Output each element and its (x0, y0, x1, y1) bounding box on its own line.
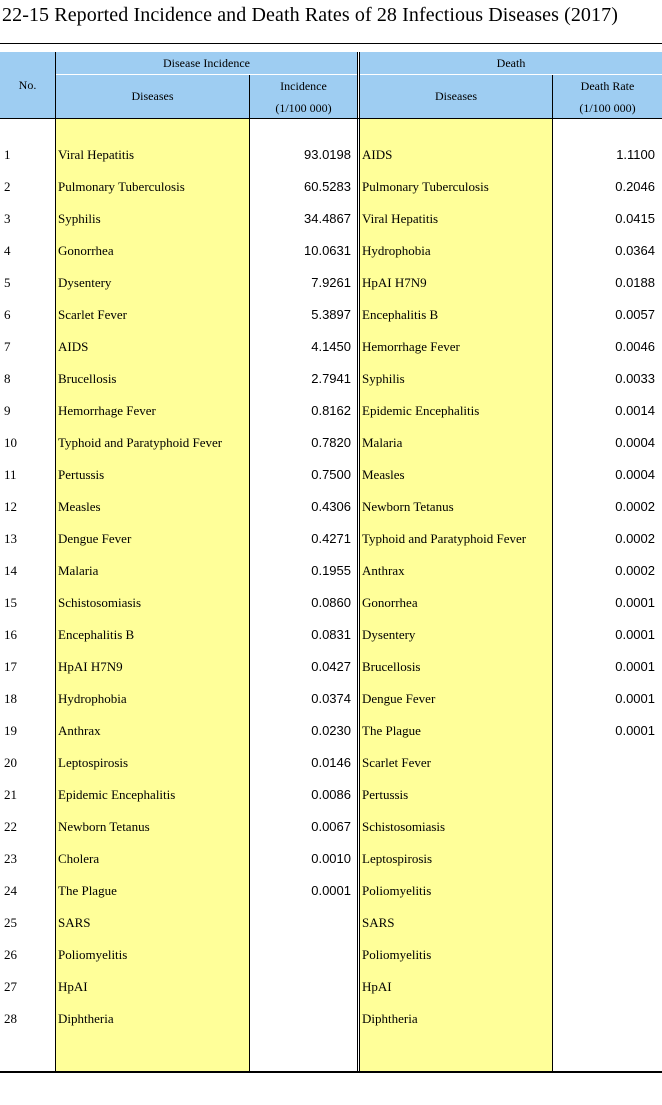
row-number: 13 (4, 531, 17, 546)
table-row (0, 426, 662, 458)
incidence-disease-name: Cholera (58, 851, 100, 866)
table-row (0, 554, 662, 586)
incidence-disease-name: Newborn Tetanus (58, 819, 150, 834)
incidence-value: 0.0427 (311, 659, 351, 674)
death-disease-name: Epidemic Encephalitis (362, 403, 480, 418)
row-number: 19 (4, 723, 17, 738)
table-body (0, 138, 662, 1034)
incidence-disease-name: Pertussis (58, 467, 105, 482)
death-rate-value: 0.2046 (615, 179, 655, 194)
death-rate-value: 0.0001 (615, 659, 655, 674)
incidence-disease-name: Epidemic Encephalitis (58, 787, 176, 802)
death-rate-value: 0.0364 (615, 243, 655, 258)
header-incidence-group-label: Disease Incidence (163, 55, 250, 70)
row-number: 18 (4, 691, 17, 706)
death-disease-name: Dengue Fever (362, 691, 436, 706)
row-number: 27 (4, 979, 17, 994)
incidence-value: 7.9261 (311, 275, 351, 290)
death-rate-value: 0.0001 (615, 627, 655, 642)
page-title: 22-15 Reported Incidence and Death Rates of 28 Infectious Diseases (2017) (2, 4, 618, 26)
row-number: 10 (4, 435, 17, 450)
table-row (0, 458, 662, 490)
death-disease-name: AIDS (362, 147, 393, 162)
table-row (0, 234, 662, 266)
incidence-value: 0.0230 (311, 723, 351, 738)
death-disease-name: Syphilis (362, 371, 405, 386)
header-incidence-label: Incidence (280, 78, 327, 93)
incidence-value: 10.0631 (304, 243, 351, 258)
table-row (0, 394, 662, 426)
death-disease-name: Hydrophobia (362, 243, 431, 258)
death-disease-name: Hemorrhage Fever (362, 339, 460, 354)
incidence-disease-name: AIDS (58, 339, 89, 354)
header-diseases-left-label: Diseases (131, 89, 174, 103)
death-disease-name: Encephalitis B (362, 307, 439, 322)
row-number: 14 (4, 563, 17, 578)
incidence-value: 0.8162 (311, 403, 351, 418)
row-number: 8 (4, 371, 11, 386)
incidence-value: 93.0198 (304, 147, 351, 162)
row-number: 6 (4, 307, 11, 322)
incidence-disease-name: Typhoid and Paratyphoid Fever (58, 435, 223, 450)
table-row (0, 266, 662, 298)
header-incidence-group (56, 52, 357, 74)
table-row (0, 618, 662, 650)
table-row (0, 938, 662, 970)
row-number: 1 (4, 147, 11, 162)
incidence-disease-name: Viral Hepatitis (58, 147, 135, 162)
row-number: 17 (4, 659, 17, 674)
incidence-value: 0.0001 (311, 883, 351, 898)
header-diseases-left (56, 75, 249, 118)
header-death-rate-unit: (1/100 000) (579, 100, 636, 115)
table-row (0, 714, 662, 746)
death-rate-value: 0.0004 (615, 467, 655, 482)
death-disease-name: Malaria (362, 435, 403, 450)
incidence-value: 0.4271 (311, 531, 351, 546)
table-row (0, 170, 662, 202)
table-row (0, 906, 662, 938)
row-number: 7 (4, 339, 11, 354)
table-row (0, 842, 662, 874)
row-number: 21 (4, 787, 17, 802)
incidence-disease-name: Scarlet Fever (58, 307, 127, 322)
incidence-value: 0.0010 (311, 851, 351, 866)
row-number: 12 (4, 499, 17, 514)
death-disease-name: Poliomyelitis (362, 883, 432, 898)
table-row (0, 810, 662, 842)
table-bottom-rule (0, 1071, 662, 1073)
incidence-disease-name: Malaria (58, 563, 99, 578)
table-row (0, 522, 662, 554)
incidence-disease-name: Brucellosis (58, 371, 117, 386)
row-number: 23 (4, 851, 17, 866)
death-rate-value: 0.0001 (615, 723, 655, 738)
header-death-group (360, 52, 662, 74)
header-death-group-label: Death (496, 55, 526, 70)
incidence-disease-name: Pulmonary Tuberculosis (58, 179, 185, 194)
title-underline (0, 43, 662, 44)
death-disease-name: Gonorrhea (362, 595, 418, 610)
death-disease-name: HpAI (362, 979, 392, 994)
incidence-value: 0.0374 (311, 691, 351, 706)
death-disease-name: HpAI H7N9 (362, 275, 427, 290)
table-row (0, 650, 662, 682)
incidence-value: 0.0146 (311, 755, 351, 770)
death-disease-name: Schistosomiasis (362, 819, 446, 834)
row-number: 22 (4, 819, 17, 834)
incidence-disease-name: Encephalitis B (58, 627, 135, 642)
incidence-disease-name: Measles (58, 499, 101, 514)
row-number: 5 (4, 275, 11, 290)
header-no-label: No. (18, 77, 37, 92)
death-rate-value: 0.0002 (615, 499, 655, 514)
incidence-value: 0.7820 (311, 435, 351, 450)
row-number: 20 (4, 755, 17, 770)
incidence-disease-name: Syphilis (58, 211, 101, 226)
row-number: 24 (4, 883, 17, 898)
incidence-value: 0.0067 (311, 819, 351, 834)
death-disease-name: Pulmonary Tuberculosis (362, 179, 489, 194)
incidence-value: 0.0831 (311, 627, 351, 642)
incidence-disease-name: Schistosomiasis (58, 595, 142, 610)
death-rate-value: 0.0002 (615, 563, 655, 578)
death-disease-name: Brucellosis (362, 659, 421, 674)
header-death-rate (553, 75, 662, 118)
incidence-disease-name: Diphtheria (58, 1011, 114, 1026)
incidence-value: 34.4867 (304, 211, 351, 226)
death-disease-name: Poliomyelitis (362, 947, 432, 962)
death-rate-value: 1.1100 (616, 147, 655, 162)
incidence-value: 4.1450 (311, 339, 351, 354)
header-incidence-unit: (1/100 000) (275, 100, 332, 115)
row-number: 26 (4, 947, 17, 962)
row-number: 2 (4, 179, 11, 194)
death-rate-value: 0.0033 (615, 371, 655, 386)
row-number: 25 (4, 915, 17, 930)
death-rate-value: 0.0057 (615, 307, 655, 322)
death-rate-value: 0.0002 (615, 531, 655, 546)
row-number: 28 (4, 1011, 17, 1026)
row-number: 16 (4, 627, 17, 642)
table-row (0, 970, 662, 1002)
table-row (0, 586, 662, 618)
table-row (0, 362, 662, 394)
table-row (0, 746, 662, 778)
incidence-disease-name: Dysentery (58, 275, 112, 290)
table-row (0, 1002, 662, 1034)
incidence-value: 0.0086 (311, 787, 351, 802)
incidence-disease-name: Anthrax (58, 723, 101, 738)
table-row (0, 778, 662, 810)
incidence-value: 0.7500 (311, 467, 351, 482)
row-number: 4 (4, 243, 11, 258)
row-number: 15 (4, 595, 17, 610)
death-rate-value: 0.0001 (615, 595, 655, 610)
row-number: 3 (4, 211, 11, 226)
death-disease-name: Measles (362, 467, 405, 482)
header-death-rate-label: Death Rate (580, 78, 635, 93)
death-disease-name: The Plague (362, 723, 421, 738)
death-disease-name: Typhoid and Paratyphoid Fever (362, 531, 527, 546)
incidence-disease-name: Hydrophobia (58, 691, 127, 706)
table-row (0, 330, 662, 362)
death-disease-name: Anthrax (362, 563, 405, 578)
death-rate-value: 0.0188 (615, 275, 655, 290)
incidence-disease-name: The Plague (58, 883, 117, 898)
incidence-disease-name: HpAI (58, 979, 88, 994)
table-row (0, 874, 662, 906)
incidence-value: 0.0860 (311, 595, 351, 610)
header-bottom-rule (0, 118, 662, 119)
incidence-value: 60.5283 (304, 179, 351, 194)
death-rate-value: 0.0014 (615, 403, 655, 418)
death-disease-name: Scarlet Fever (362, 755, 431, 770)
incidence-disease-name: HpAI H7N9 (58, 659, 123, 674)
incidence-value: 5.3897 (311, 307, 351, 322)
death-disease-name: Dysentery (362, 627, 416, 642)
row-number: 11 (4, 467, 17, 482)
incidence-disease-name: SARS (58, 915, 91, 930)
incidence-disease-name: Gonorrhea (58, 243, 114, 258)
death-disease-name: Leptospirosis (362, 851, 433, 866)
incidence-value: 2.7941 (311, 371, 351, 386)
incidence-disease-name: Leptospirosis (58, 755, 129, 770)
death-disease-name: Pertussis (362, 787, 409, 802)
table-row (0, 138, 662, 170)
death-rate-value: 0.0004 (615, 435, 655, 450)
header-incidence (250, 75, 357, 118)
table-row (0, 298, 662, 330)
header-no (0, 52, 55, 118)
table-row (0, 202, 662, 234)
death-rate-value: 0.0001 (615, 691, 655, 706)
incidence-value: 0.1955 (311, 563, 351, 578)
header-diseases-right-label: Diseases (435, 89, 477, 103)
row-number: 9 (4, 403, 11, 418)
death-rate-value: 0.0415 (615, 211, 655, 226)
table-row (0, 682, 662, 714)
incidence-disease-name: Poliomyelitis (58, 947, 128, 962)
incidence-disease-name: Dengue Fever (58, 531, 132, 546)
death-rate-value: 0.0046 (615, 339, 655, 354)
table-row (0, 490, 662, 522)
death-disease-name: Diphtheria (362, 1011, 418, 1026)
header-diseases-right (360, 75, 552, 118)
death-disease-name: Newborn Tetanus (362, 499, 454, 514)
death-disease-name: SARS (362, 915, 395, 930)
incidence-disease-name: Hemorrhage Fever (58, 403, 156, 418)
incidence-value: 0.4306 (311, 499, 351, 514)
death-disease-name: Viral Hepatitis (362, 211, 439, 226)
